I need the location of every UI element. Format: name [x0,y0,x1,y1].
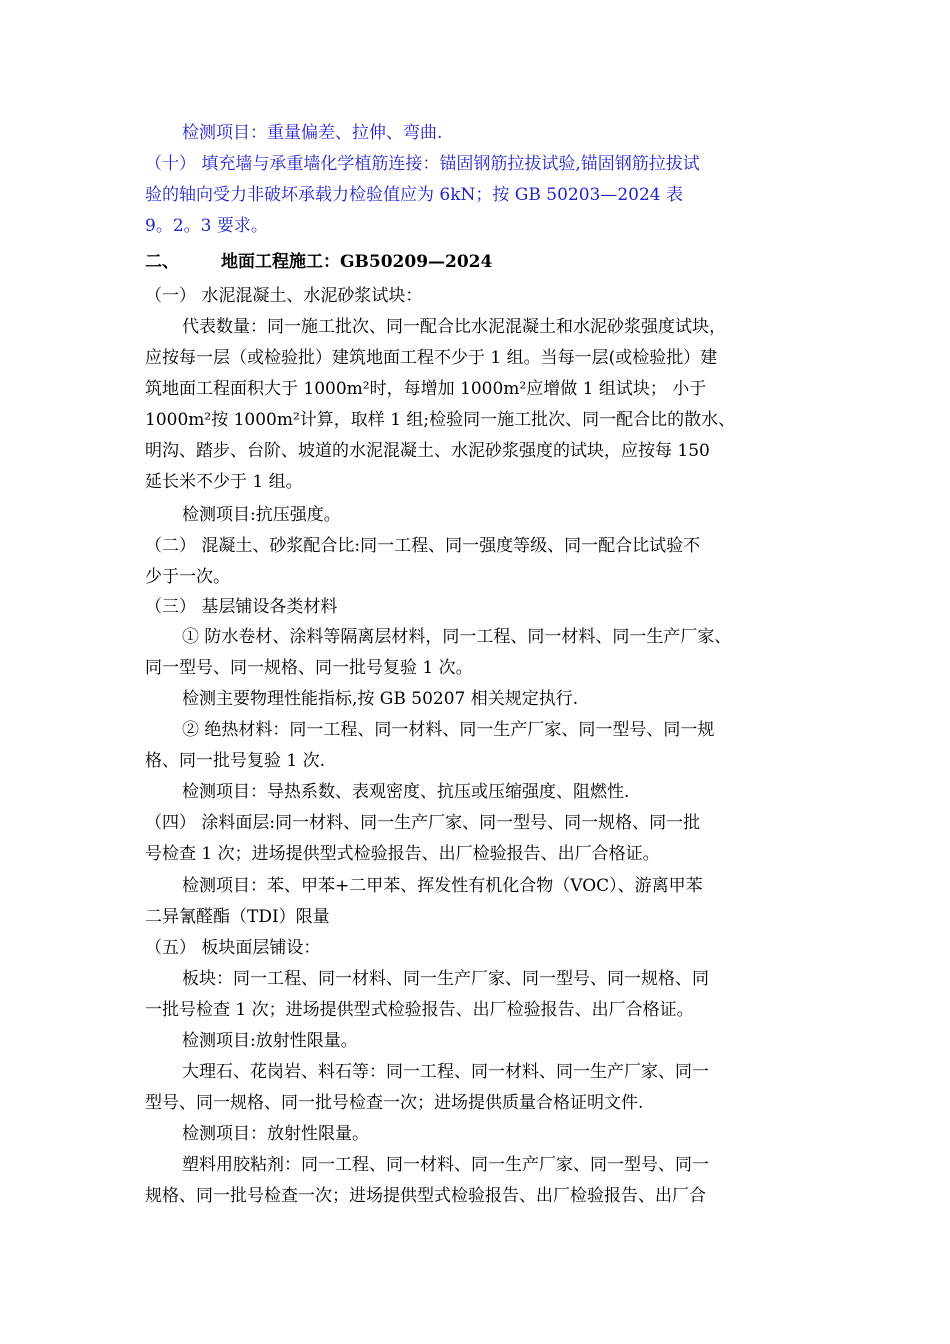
paragraph-marble-granite [145,1057,815,1119]
text-line: 二异氰醛酯（TDI）限量 [145,907,330,927]
text-line: 型号、同一规格、同一批号检查一次；进场提供质量合格证明文件. [145,1093,644,1113]
text-line: 一批号检查 1 次；进场提供型式检验报告、出厂检验报告、出厂合格证。 [145,1000,694,1020]
text-line: 板块：同一工程、同一材料、同一生产厂家、同一型号、同一规格、同 [182,969,709,989]
text-line: 检测项目:抗压强度。 [182,505,341,525]
paragraph-waterproof-materials [145,622,815,684]
text-line: 检测项目：导热系数、表观密度、抗压或压缩强度、阻燃性. [182,782,630,802]
paragraph-subsection-1 [145,281,815,312]
text-line: （二） 混凝土、砂浆配合比:同一工程、同一强度等级、同一配合比试验不 [145,536,701,556]
paragraph-subsection-3 [145,592,815,623]
text-line: 检测主要物理性能指标,按 GB 50207 相关规定执行. [182,689,579,709]
text-line: 大理石、花岗岩、料石等：同一工程、同一材料、同一生产厂家、同一 [182,1062,709,1082]
paragraph-stone-test-items [145,1119,815,1150]
paragraph-physical-properties [145,684,815,715]
text-line: ② 绝热材料：同一工程、同一材料、同一生产厂家、同一型号、同一规 [182,720,715,740]
text-line: 代表数量：同一施工批次、同一配合比水泥混凝土和水泥砂浆强度试块， [182,317,726,337]
text-line: 少于一次。 [145,567,230,587]
heading-floor-engineering [145,247,815,278]
text-line: （十） 填充墙与承重墙化学植筋连接：锚固钢筋拉拔试验,锚固钢筋拉拔试 [145,154,700,174]
text-line: 规格、同一批号检查一次；进场提供型式检验报告、出厂检验报告、出厂合 [145,1186,706,1206]
text-line: 明沟、踏步、台阶、坡道的水泥混凝土、水泥砂浆强度的试块，应按每 150 [145,441,710,461]
paragraph-rebar-test-items [145,118,815,149]
paragraph-section-10-planting-bars [145,149,815,242]
text-line: 格、同一批号复验 1 次. [145,751,326,771]
heading-number: 二、 [145,252,179,272]
text-line: 1000m²按 1000m²计算，取样 1 组;检验同一施工批次、同一配合比的散水、 [145,410,736,430]
paragraph-subsection-5 [145,933,815,964]
text-line: 同一型号、同一规格、同一批号复验 1 次。 [145,658,473,678]
paragraph-representative-quantity [145,312,815,498]
heading-text: 地面工程施工：GB50209—2024 [221,252,493,272]
text-line: 验的轴向受力非破坏承载力检验值应为 6kN；按 GB 50203—2024 表 [145,185,684,205]
paragraph-coating-test-items [145,871,815,933]
paragraph-slab-test-items [145,1026,815,1057]
paragraph-subsection-4 [145,808,815,870]
text-line: 9。2。3 要求。 [145,216,268,236]
text-line: （一） 水泥混凝土、水泥砂浆试块： [145,286,423,306]
heading-line [145,247,815,278]
text-line: 应按每一层（或检验批）建筑地面工程不少于 1 组。当每一层(或检验批）建 [145,348,718,368]
text-line: 号检查 1 次；进场提供型式检验报告、出厂检验报告、出厂合格证。 [145,844,660,864]
paragraph-test-items-compressive [145,500,815,531]
text-line: （三） 基层铺设各类材料 [145,597,338,617]
paragraph-subsection-2 [145,531,815,593]
paragraph-slab [145,964,815,1026]
text-line: 检测项目：重量偏差、拉伸、弯曲. [182,123,443,143]
text-line: 检测项目：苯、甲苯+二甲苯、挥发性有机化合物（VOC）、游离甲苯 [182,876,703,896]
text-line: 塑料用胶粘剂：同一工程、同一材料、同一生产厂家、同一型号、同一 [182,1155,709,1175]
text-line: 延长米不少于 1 组。 [145,472,303,492]
paragraph-insulation-materials [145,715,815,777]
text-line: ① 防水卷材、涂料等隔离层材料，同一工程、同一材料、同一生产厂家、 [182,627,732,647]
text-line: （四） 涂料面层:同一材料、同一生产厂家、同一型号、同一规格、同一批 [145,813,701,833]
text-line: 检测项目：放射性限量。 [182,1124,369,1144]
paragraph-insulation-test-items [145,777,815,808]
text-line: （五） 板块面层铺设： [145,938,321,958]
text-line: 检测项目:放射性限量。 [182,1031,358,1051]
paragraph-plastic-adhesive [145,1150,815,1212]
text-line: 筑地面工程面积大于 1000m²时，每增加 1000m²应增做 1 组试块； 小于 [145,379,707,399]
